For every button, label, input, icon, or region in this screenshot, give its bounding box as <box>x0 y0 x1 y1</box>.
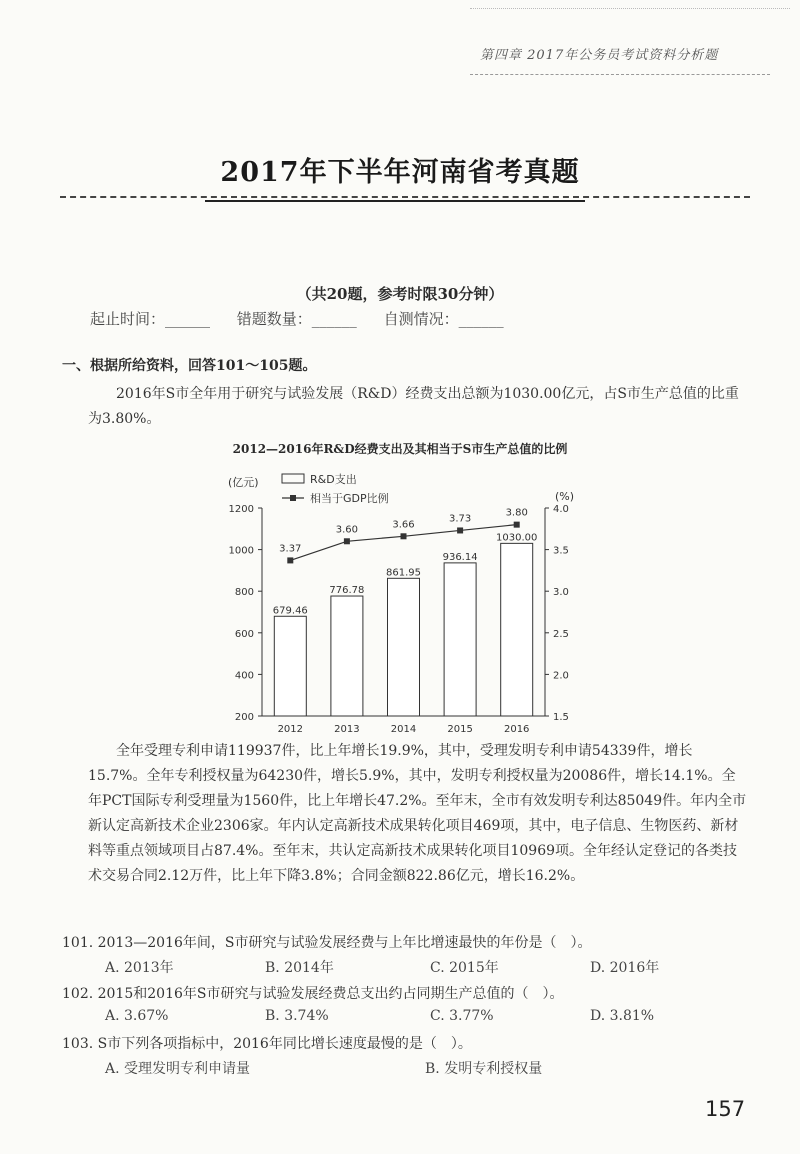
line-value-label: 3.73 <box>448 513 472 525</box>
bar <box>388 578 420 716</box>
exam-note: （共20题，参考时限30分钟） <box>296 285 504 303</box>
line-value-label: 3.60 <box>335 524 359 536</box>
legend-bar-swatch <box>282 474 304 483</box>
q101-option-b: B. 2014年 <box>265 960 334 976</box>
question-103: 103. S市下列各项指标中，2016年同比增长速度最慢的是（ ）。 <box>62 1036 472 1052</box>
chart-title: 2012—2016年R&D经费支出及其相当于S市生产总值的比例 <box>232 442 568 456</box>
y-tick-label: 1000 <box>228 545 254 557</box>
q103-option-b: B. 发明专利授权量 <box>425 1061 543 1077</box>
running-header: 第四章 2017年公务员考试资料分析题 <box>480 48 719 63</box>
x-tick-label: 2016 <box>503 724 530 735</box>
bar <box>501 543 533 716</box>
field-errors: 错题数量：______ <box>236 310 357 328</box>
y-tick-label: 400 <box>234 670 254 682</box>
y2-tick-label: 3.0 <box>553 587 569 599</box>
passage-2: 全年受理专利申请119937件，比上年增长19.9%，其中，受理发明专利申请54339件，增长15.7%。全年专利授权量为64230件，增长5.9%，其中，发明专利授权量为20086件，增长14.1%。全年PCT国际专利受理量为1560件，比上年增长47.2%。至年末，全市有效发明专利达85049件。年内全市新认定高新技术企业2306家。年内认定高新技术成果转化项目469项，其中，电子信息、生物医药、新材料等重点领域项目占87.4%。至年末，共认定高新技术成果转化项目10969项。全年经认定登记的各类技术交易合同2.12万件，比上年下降3.8%；合同金额822.86亿元，增长16.2%。 <box>88 743 747 884</box>
section-heading: 一、根据所给资料，回答101～105题。 <box>62 358 317 374</box>
y2-axis-unit: (%) <box>555 490 575 503</box>
question-101: 101. 2013—2016年间，S市研究与试验发展经费与上年比增速最快的年份是（ ）。 <box>62 935 592 951</box>
page-number: 157 <box>705 1097 746 1121</box>
bar <box>274 616 306 716</box>
bar-value-label: 1030.00 <box>496 532 538 544</box>
q101-option-c: C. 2015年 <box>430 960 499 976</box>
line-value-label: 3.37 <box>279 543 302 555</box>
legend-line-marker <box>290 495 296 501</box>
line-point <box>457 527 463 533</box>
bar-value-label: 679.46 <box>272 605 308 617</box>
y-tick-label: 200 <box>234 712 254 723</box>
line-value-label: 3.80 <box>505 507 528 519</box>
top-rule <box>470 8 790 9</box>
q102-option-b: B. 3.74% <box>265 1008 329 1024</box>
y2-tick-label: 4.0 <box>553 504 569 515</box>
q103-option-a: A. 受理发明专利申请量 <box>105 1061 251 1077</box>
legend-line-label: 相当于GDP比例 <box>310 492 389 505</box>
q101-option-a: A. 2013年 <box>105 960 174 976</box>
line-point <box>514 522 520 528</box>
q102-option-a: A. 3.67% <box>105 1008 169 1024</box>
q101-option-d: D. 2016年 <box>590 960 660 976</box>
x-tick-label: 2012 <box>277 724 304 735</box>
question-102: 102. 2015和2016年S市研究与试验发展经费总支出约占同期生产总值的（ ）。 <box>62 986 564 1002</box>
bar-value-label: 861.95 <box>386 567 421 579</box>
x-tick-label: 2013 <box>334 724 360 735</box>
header-rule <box>470 74 770 75</box>
field-status: 自测情况：______ <box>383 310 504 328</box>
y2-tick-label: 2.0 <box>553 670 569 682</box>
rd-chart <box>0 470 800 770</box>
y2-tick-label: 2.5 <box>553 628 569 640</box>
y-tick-label: 800 <box>234 587 254 599</box>
y2-tick-label: 3.5 <box>553 545 569 557</box>
q102-option-c: C. 3.77% <box>430 1008 494 1024</box>
bar-value-label: 936.14 <box>442 551 478 563</box>
line-point <box>287 557 293 563</box>
bar-value-label: 776.78 <box>329 585 365 597</box>
page-title: 2017年下半年河南省考真题 <box>220 157 580 188</box>
field-time: 起止时间：______ <box>90 310 211 328</box>
x-tick-label: 2014 <box>390 724 417 735</box>
title-rule-dashed <box>60 196 750 198</box>
title-rule-solid <box>205 200 585 202</box>
line-point <box>344 538 350 544</box>
line-point <box>401 533 407 539</box>
y-axis-unit: (亿元) <box>228 476 259 489</box>
y-tick-label: 1200 <box>228 504 254 515</box>
bar <box>444 563 476 716</box>
legend-bar-label: R&D支出 <box>310 473 357 486</box>
y-tick-label: 600 <box>234 628 254 640</box>
q102-option-d: D. 3.81% <box>590 1008 655 1024</box>
bar <box>331 596 363 716</box>
self-check-fields <box>90 308 526 329</box>
y2-tick-label: 1.5 <box>553 712 569 723</box>
x-tick-label: 2015 <box>447 724 473 735</box>
line-value-label: 3.66 <box>392 519 415 531</box>
passage-1: 2016年S市全年用于研究与试验发展（R&D）经费支出总额为1030.00亿元，占S市生产总值的比重为3.80%。 <box>88 386 739 427</box>
